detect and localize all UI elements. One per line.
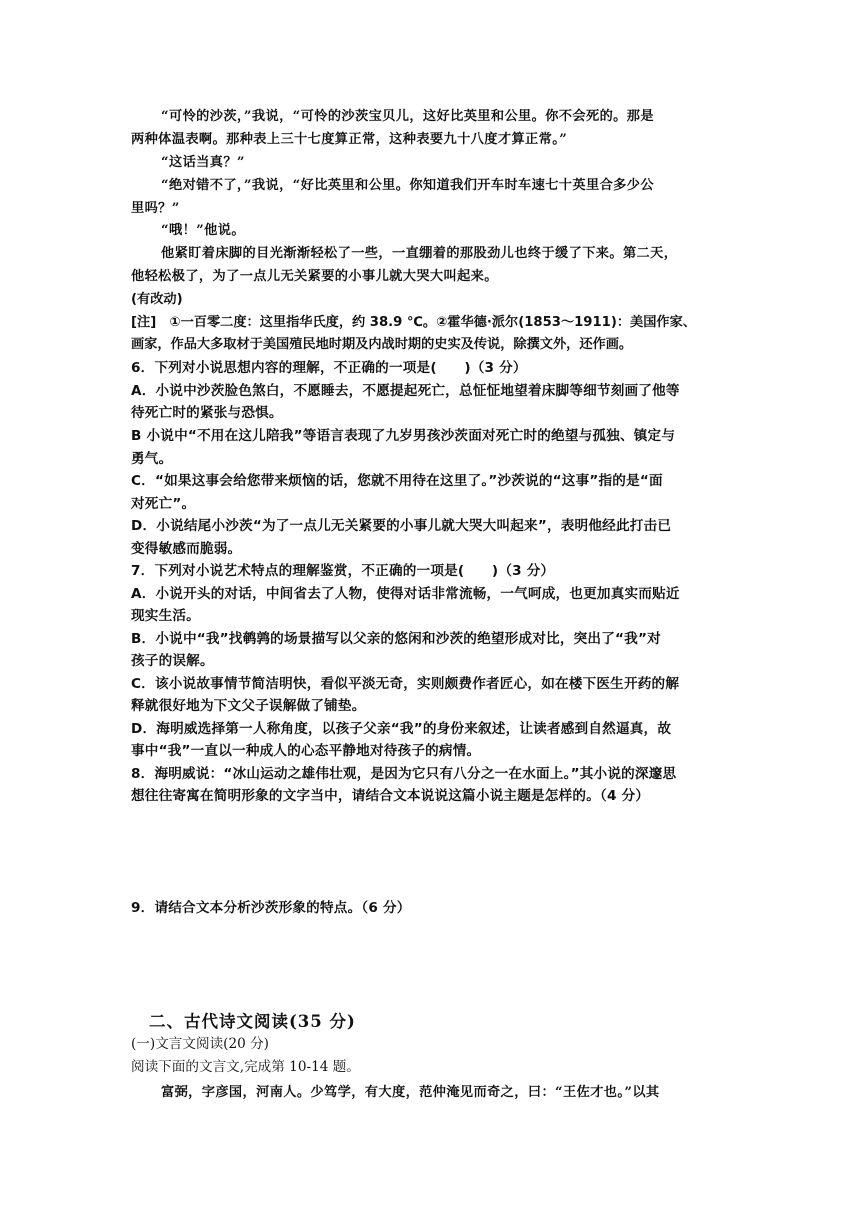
reading-instruction: 阅读下面的文言文,完成第 10-14 题。 [131,1059,360,1075]
question-7-stem: 7．下列对小说艺术特点的理解鉴赏，不正确的一项是( )（3 分） [131,563,555,579]
question-6-stem: 6．下列对小说思想内容的理解，不正确的一项是( )（3 分） [131,360,527,376]
story-line: 里吗？” [131,201,180,216]
question-8-stem: 8．海明威说：“冰山运动之雄伟壮观，是因为它只有八分之一在水面上。”其小说的深邃思 [131,766,677,782]
classical-passage-line: 富弼，字彦国，河南人。少笃学，有大度，范仲淹见而奇之，曰：“王佐才也。”以其 [161,1085,660,1100]
source-note: (有改动) [131,292,183,307]
story-line: 两种体温表啊。那种表上三十七度算正常，这种表要九十八度才算正常。” [131,132,568,147]
option-6d-cont: 变得敏感而脆弱。 [131,541,242,557]
option-6b-cont: 勇气。 [131,451,173,467]
option-6a-cont: 待死亡时的紧张与恐惧。 [131,405,283,421]
option-6a: A．小说中沙茨脸色煞白，不愿睡去，不愿提起死亡，总怔怔地望着床脚等细节刻画了他等 [131,383,680,399]
option-6d: D．小说结尾小沙茨“为了一点儿无关紧要的小事儿就大哭大叫起来”，表明他经此打击已 [131,518,672,534]
option-6b: B 小说中“不用在这儿陪我”等语言表现了九岁男孩沙茨面对死亡时的绝望与孤独、镇定与 [131,428,676,444]
subsection-heading: (一)文言文阅读(20 分) [131,1036,269,1052]
option-7d: D．海明威选择第一人称角度，以孩子父亲“我”的身份来叙述，让读者感到自然逼真，故 [131,721,672,737]
section-heading: 二、古代诗文阅读(35 分) [149,1012,356,1031]
option-7a: A．小说开头的对话，中间省去了人物，使得对话非常流畅，一气呵成，也更加真实而贴近 [131,586,680,602]
option-7c: C．该小说故事情节简洁明快，看似平淡无奇，实则颇费作者匠心，如在楼下医生开药的解 [131,676,680,692]
story-line: 他紧盯着床脚的目光渐渐轻松了一些，一直绷着的那股劲儿也终于缓了下来。第二天， [161,246,678,261]
annotation-line: [注] ①一百零二度：这里指华氏度，约 38.9 ℃。②霍华德·派尔(1853～1911)：美国作家、 [131,315,696,330]
story-line: “可怜的沙茨，”我说，“可怜的沙茨宝贝儿，这好比英里和公里。你不会死的。那是 [161,109,654,124]
question-9-stem: 9．请结合文本分析沙茨形象的特点。（6 分） [131,900,411,916]
option-7b-cont: 孩子的误解。 [131,653,214,669]
option-7b: B．小说中“我”找鹌鹑的场景描写以父亲的悠闲和沙茨的绝望形成对比，突出了“我”对 [131,631,661,647]
story-line: “这话当真？” [161,155,245,170]
option-6c-cont: 对死亡”。 [131,496,196,512]
story-line: “哦！”他说。 [161,223,245,238]
question-8-stem-cont: 想往往寄寓在简明形象的文字当中，请结合文本说说这篇小说主题是怎样的。（4 分） [131,788,650,804]
option-7c-cont: 释就很好地为下文父子误解做了铺垫。 [131,698,366,714]
annotation-line: 画家，作品大多取材于美国殖民地时期及内战时期的史实及传说，除撰文外，还作画。 [131,337,633,352]
option-7d-cont: 事中“我”一直以一种成人的心态平静地对待孩子的病情。 [131,743,481,759]
option-6c: C．“如果这事会给您带来烦恼的话，您就不用待在这里了。”沙茨说的“这事”指的是“面 [131,473,663,489]
option-7a-cont: 现实生活。 [131,608,200,624]
story-line: “绝对错不了，”我说，“好比英里和公里。你知道我们开车时车速七十英里合多少公 [161,178,654,193]
story-line: 他轻松极了，为了一点儿无关紧要的小事儿就大哭大叫起来。 [131,269,498,284]
